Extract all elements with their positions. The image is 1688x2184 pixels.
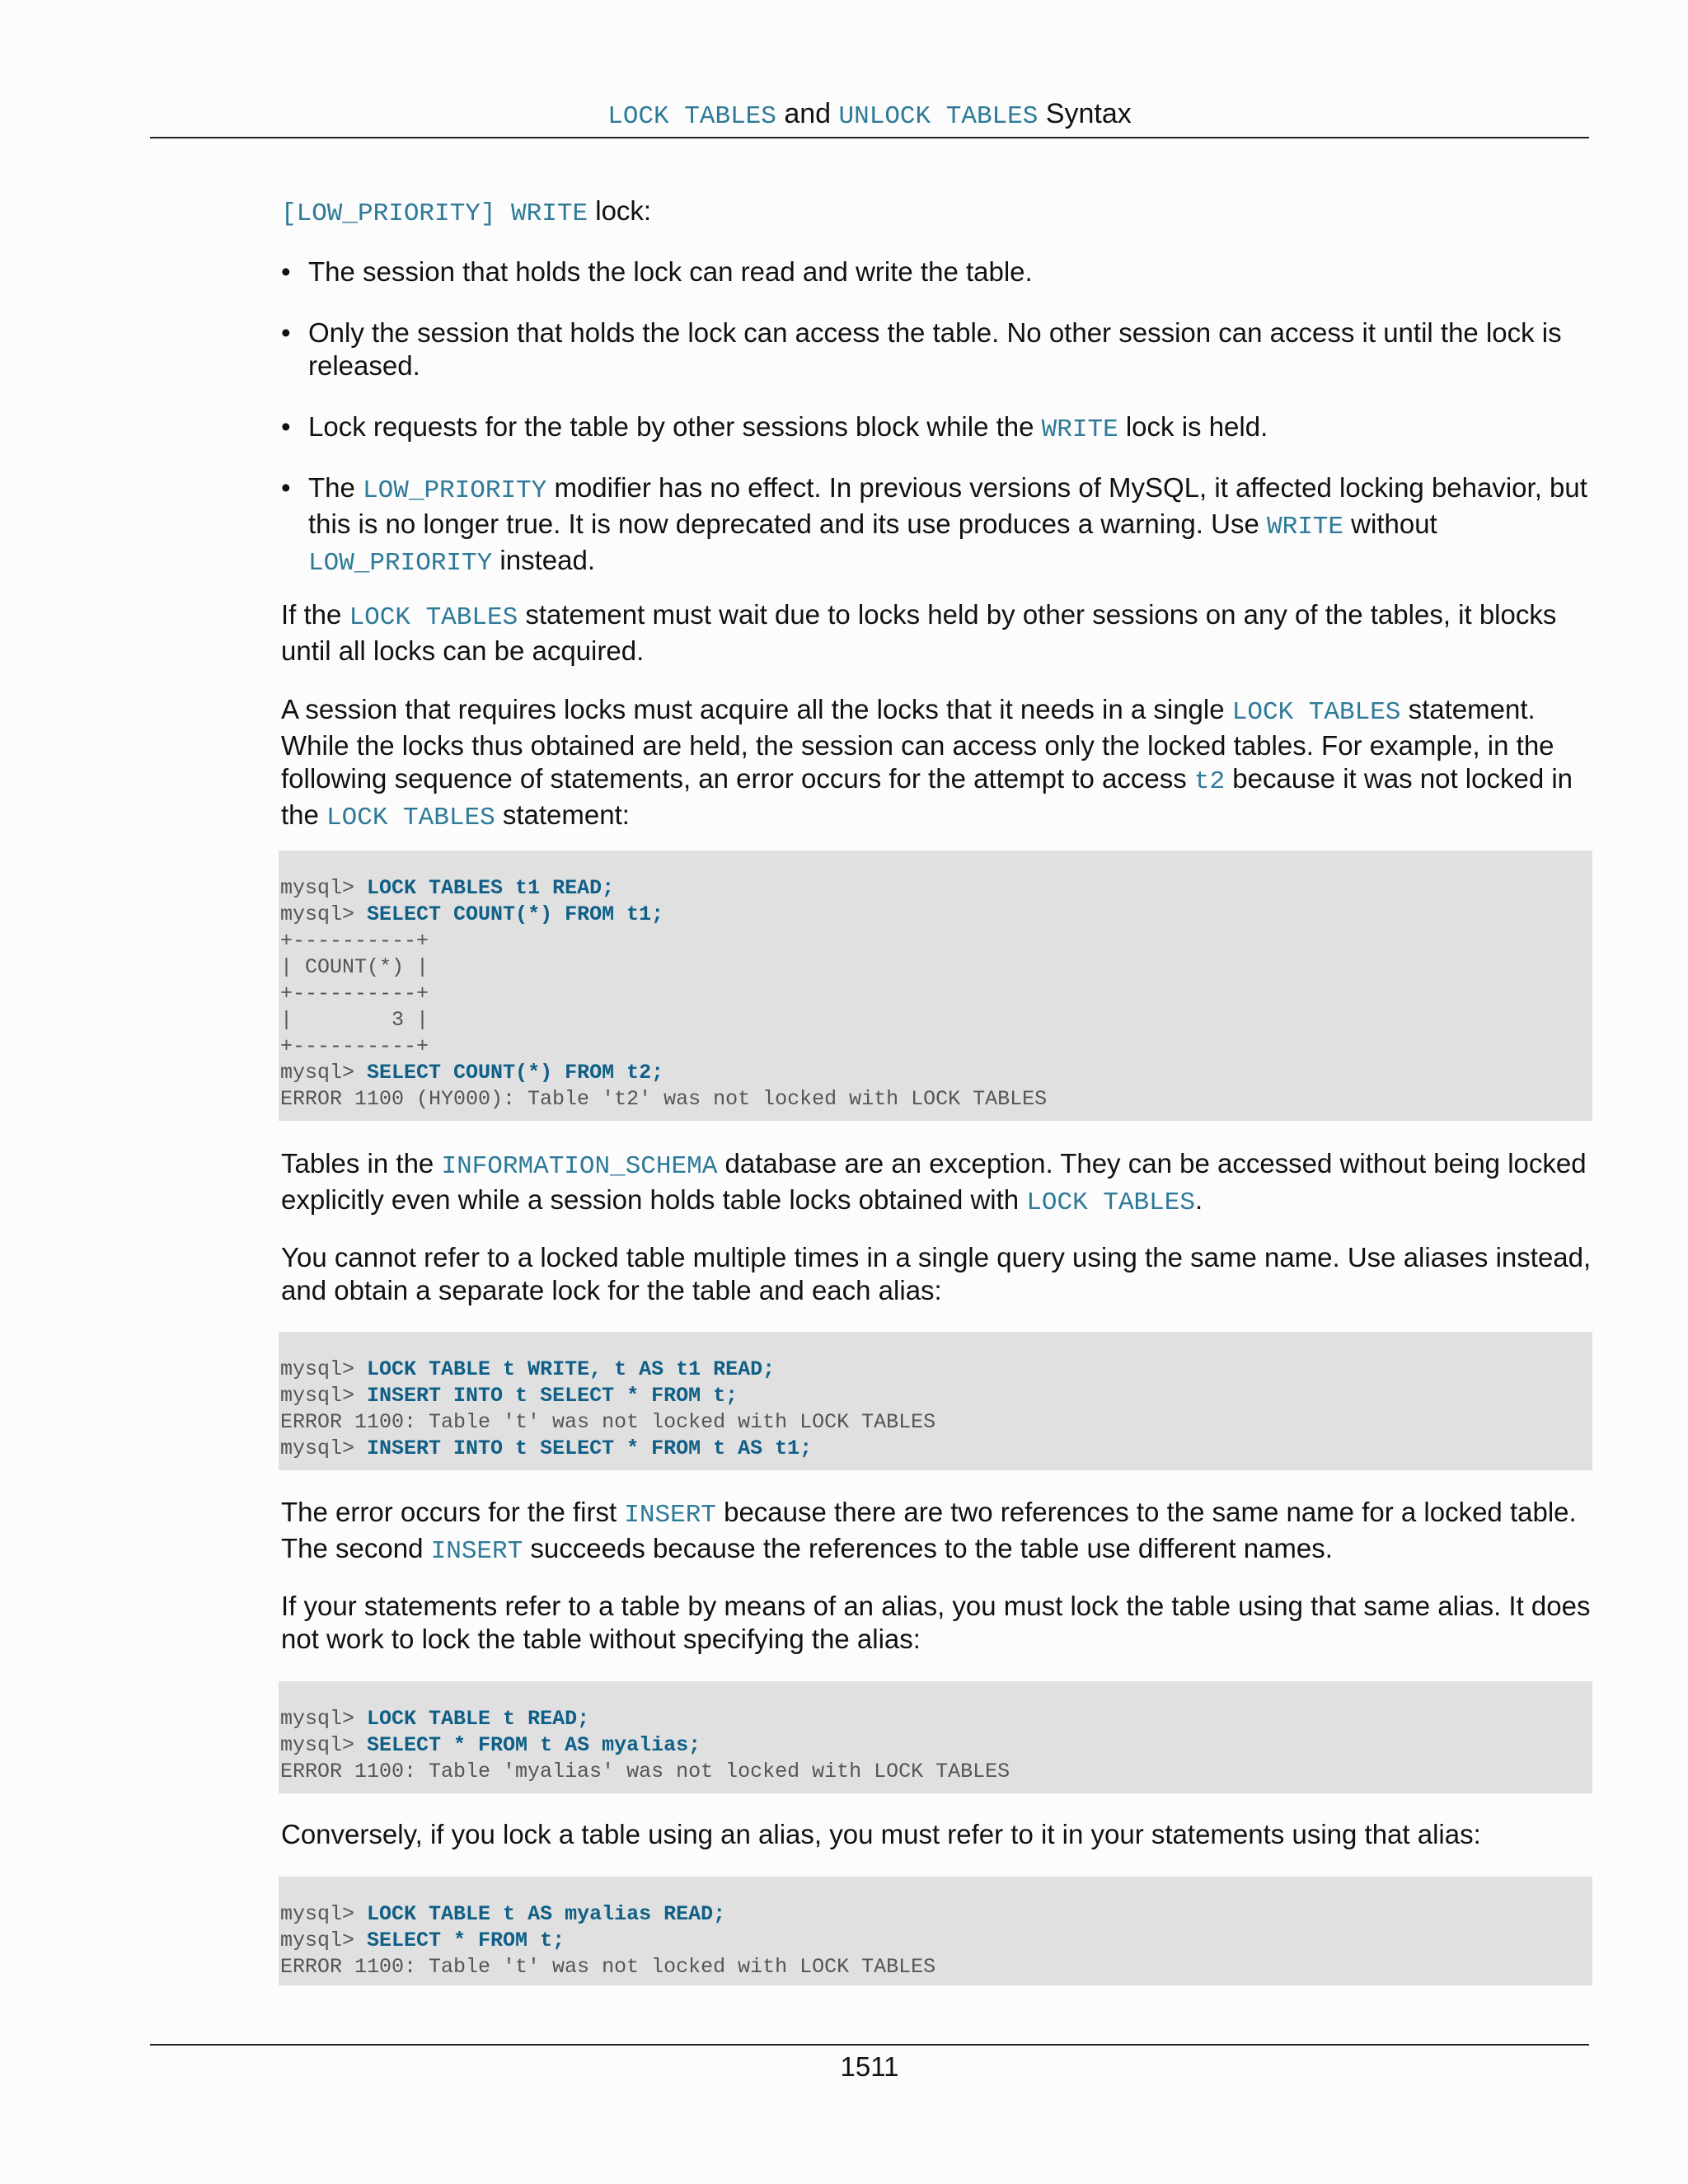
- prompt: mysql>: [280, 1707, 368, 1731]
- header-text-syntax: Syntax: [1038, 98, 1132, 129]
- bullet-text-2: Only the session that holds the lock can access the table. No other session can access it until the lock is released.: [308, 317, 1562, 381]
- paragraph-insert-error: [281, 1496, 1592, 1568]
- bullet-4-text-b: modifier has no effect. In previous versions of MySQL, it affected locking behavior, but this is no longer true. It is now deprecated and its use produces a warning. Use: [308, 472, 1587, 539]
- code-output-line: ERROR 1100: Table 'myalias' was not locked with LOCK TABLES: [280, 1760, 1010, 1783]
- prompt: mysql>: [280, 1357, 368, 1381]
- intro-code: [LOW_PRIORITY] WRITE: [281, 199, 588, 228]
- header-rule: [150, 137, 1589, 138]
- code-line: [280, 1060, 1592, 1086]
- paragraph-acquire-locks: [281, 693, 1592, 835]
- p3-code-1: INFORMATION_SCHEMA: [441, 1152, 718, 1181]
- p2-text-c: because it was not locked in the: [281, 763, 1573, 830]
- code-line: [280, 1383, 1592, 1409]
- prompt: mysql>: [280, 1902, 368, 1926]
- p1-text-b: statement must wait due to locks held by other sessions on any of the tables, it blocks until all locks can be acquired.: [281, 599, 1557, 666]
- header-code-lock-tables: LOCK TABLES: [607, 102, 776, 131]
- code-line: +----------+: [280, 1034, 429, 1058]
- prompt: mysql>: [280, 1384, 368, 1408]
- page-header: [150, 94, 1589, 137]
- code-line: [280, 1706, 1592, 1732]
- bullet-text-1: The session that holds the lock can read and write the table.: [308, 256, 1033, 287]
- bullet-item-2: [281, 316, 1592, 382]
- page-number: 1511: [840, 2051, 899, 2082]
- p5-text-c: succeeds because the references to the table use different names.: [523, 1533, 1333, 1563]
- code-output-line: ERROR 1100 (HY000): Table 't2' was not locked with LOCK TABLES: [280, 1087, 1048, 1111]
- intro-text: lock:: [588, 195, 652, 226]
- bullet-3-text-a: Lock requests for the table by other sessions block while the: [308, 411, 1042, 442]
- code-line: [280, 1732, 1592, 1759]
- header-text-and: and: [776, 98, 839, 129]
- command: LOCK TABLES t1 READ;: [367, 876, 615, 900]
- code-line: [280, 1901, 1592, 1928]
- paragraph-conversely: Conversely, if you lock a table using an alias, you must refer to it in your statements using that alias:: [281, 1819, 1481, 1849]
- p2-code-3: LOCK TABLES: [326, 804, 495, 832]
- command: SELECT * FROM t;: [367, 1929, 565, 1952]
- p5-text-b: because there are two references to the same name for a locked table. The second: [281, 1497, 1577, 1563]
- bullet-text-4: [308, 471, 1592, 580]
- header-code-unlock-tables: UNLOCK TABLES: [838, 102, 1039, 131]
- bullet-4-text-c: without: [1343, 509, 1437, 539]
- code-block-3: [279, 1681, 1592, 1793]
- command: SELECT COUNT(*) FROM t2;: [367, 1061, 664, 1085]
- command: SELECT COUNT(*) FROM t1;: [367, 902, 664, 926]
- code-line: [280, 1436, 1592, 1462]
- bullet-item-4: [281, 471, 1592, 580]
- prompt: mysql>: [280, 1436, 368, 1460]
- p2-code-2: t2: [1193, 767, 1226, 796]
- footer-rule: [150, 2044, 1589, 2046]
- p1-code: LOCK TABLES: [349, 603, 518, 632]
- paragraph-aliases: You cannot refer to a locked table multiple times in a single query using the same name. Use aliases instead, and obtain a separate lock for the table and each alias:: [281, 1242, 1592, 1305]
- p3-text-c: .: [1194, 1184, 1203, 1215]
- p3-code-2: LOCK TABLES: [1026, 1188, 1195, 1217]
- bullet-icon: •: [281, 411, 291, 442]
- command: INSERT INTO t SELECT * FROM t AS t1;: [367, 1436, 813, 1460]
- bullet-text-3: [308, 410, 1592, 447]
- command: LOCK TABLE t AS myalias READ;: [367, 1902, 726, 1926]
- command: LOCK TABLE t WRITE, t AS t1 READ;: [367, 1357, 776, 1381]
- p2-text-d: statement:: [495, 799, 630, 830]
- prompt: mysql>: [280, 1929, 368, 1952]
- prompt: mysql>: [280, 902, 368, 926]
- p1-text-a: If the: [281, 599, 349, 630]
- code-line: [280, 1928, 1592, 1954]
- bullet-3-text-b: lock is held.: [1118, 411, 1268, 442]
- bullet-icon: •: [281, 472, 291, 503]
- bullet-4-code-1: LOW_PRIORITY: [363, 476, 547, 505]
- code-block-2: [279, 1332, 1592, 1470]
- bullet-item-3: [281, 410, 1592, 447]
- bullet-4-code-3: LOW_PRIORITY: [308, 549, 493, 578]
- p5-code-1: INSERT: [624, 1501, 716, 1530]
- bullet-3-code: WRITE: [1041, 415, 1118, 444]
- code-line: | 3 |: [280, 1008, 429, 1032]
- p3-text-b: database are an exception. They can be accessed without being locked explicitly even while a session holds table locks obtained with: [281, 1148, 1587, 1215]
- code-line: +----------+: [280, 982, 429, 1005]
- bullet-icon: •: [281, 317, 291, 348]
- p5-code-2: INSERT: [430, 1537, 523, 1566]
- command: SELECT * FROM t AS myalias;: [367, 1733, 701, 1757]
- intro-line: [281, 194, 1592, 231]
- code-line: | COUNT(*) |: [280, 955, 429, 979]
- prompt: mysql>: [280, 876, 368, 900]
- bullet-4-code-2: WRITE: [1266, 513, 1343, 541]
- paragraph-alias-lock: If your statements refer to a table by means of an alias, you must lock the table using that same alias. It does not work to lock the table without specifying the alias:: [281, 1591, 1591, 1654]
- code-line: +----------+: [280, 929, 429, 953]
- prompt: mysql>: [280, 1733, 368, 1757]
- bullet-4-text-d: instead.: [492, 545, 595, 575]
- bullet-icon: •: [281, 256, 291, 287]
- code-output-line: ERROR 1100: Table 't' was not locked with LOCK TABLES: [280, 1955, 936, 1979]
- code-line: [280, 875, 1592, 902]
- p2-text-a: A session that requires locks must acquire all the locks that it needs in a single: [281, 694, 1232, 724]
- paragraph-wait-locks: [281, 598, 1592, 668]
- code-block-4: [279, 1877, 1592, 1985]
- code-line: [280, 902, 1592, 928]
- bullet-item-1: [281, 255, 1592, 288]
- bullet-4-text-a: The: [308, 472, 363, 503]
- prompt: mysql>: [280, 1061, 368, 1085]
- command: INSERT INTO t SELECT * FROM t;: [367, 1384, 738, 1408]
- code-line: [280, 1357, 1592, 1383]
- code-output-line: ERROR 1100: Table 't' was not locked with LOCK TABLES: [280, 1410, 936, 1434]
- code-block-1: [279, 851, 1592, 1121]
- p2-code-1: LOCK TABLES: [1231, 698, 1401, 727]
- p3-text-a: Tables in the: [281, 1148, 442, 1179]
- p2-text-b: statement. While the locks thus obtained are held, the session can access only the locked tables. For example, in the following sequence of statements, an error occurs for the attempt to access: [281, 694, 1554, 794]
- command: LOCK TABLE t READ;: [367, 1707, 590, 1731]
- paragraph-information-schema: [281, 1147, 1592, 1220]
- p5-text-a: The error occurs for the first: [281, 1497, 625, 1527]
